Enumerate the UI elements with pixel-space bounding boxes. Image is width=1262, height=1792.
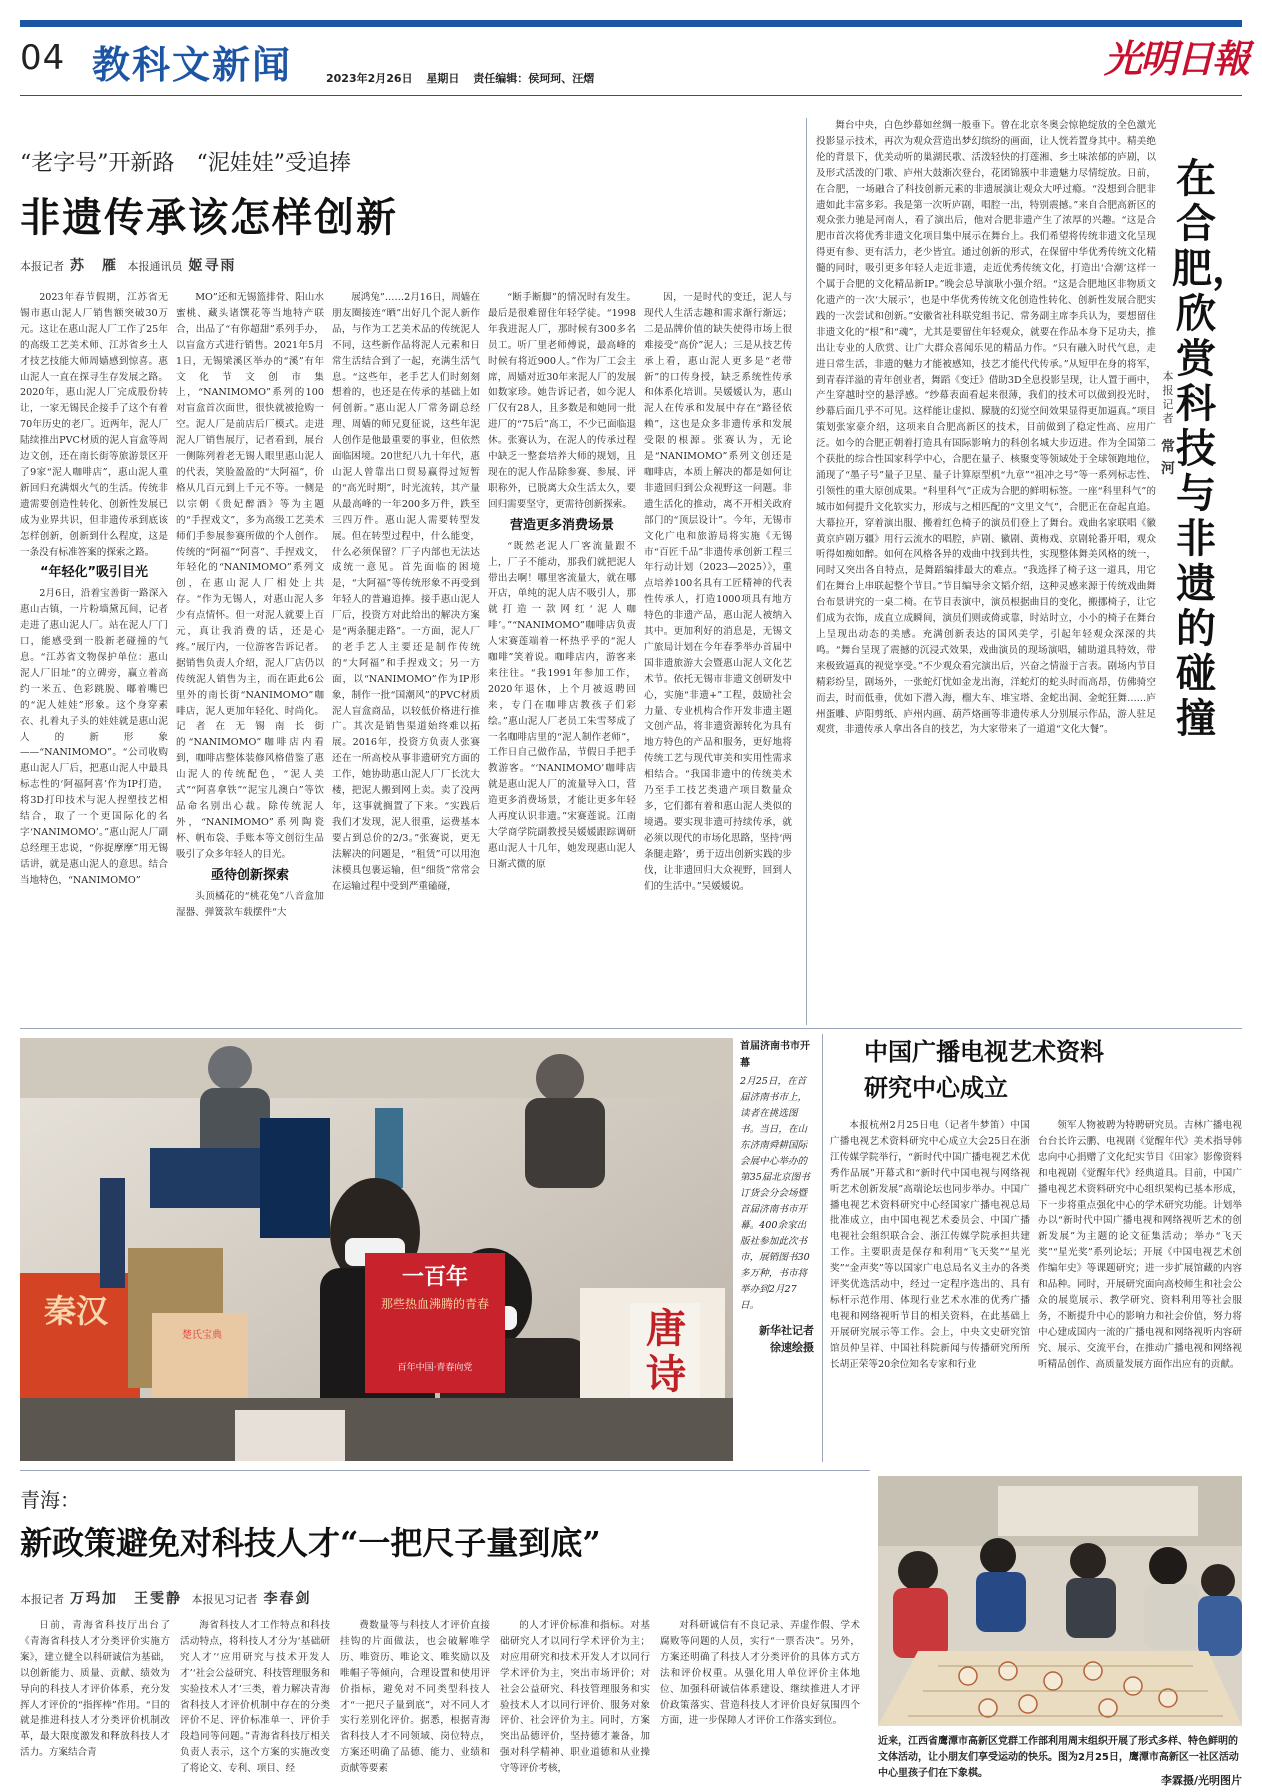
article1-headline: 非遗传承该怎样创新 bbox=[20, 194, 398, 241]
article4-column-5: 对科研诚信有不良记录、弄虚作假、学术腐败等问题的人员，实行“一票否决”。另外，方案还明确了科技人才分类评价的具体方式方法和评价权重。从强化用人单位评价主体地位、加强科研诚信体系建设、继续推进人才评价政策落实、营造科技人才评价良好氛围四个方面，进一步保障人才评价工作落实到位。 bbox=[660, 1620, 860, 1727]
responsible-editors: 责任编辑：侯珂珂、汪熠 bbox=[473, 72, 595, 85]
article4-column-3: 费数量等与科技人才评价直接挂钩的片面做法，也会破解唯学历、唯资历、唯论文、唯奖励以及唯帽子等倾向，合理设置和使用评价指标，避免对不同类型科技人才“一把尺子量到底”，对不同人才实行差别化评价。据悉，根据青海省科技人才不同领域、岗位特点，方案还明确了品德、能力、业绩和贡献等要素 bbox=[340, 1620, 490, 1775]
article1-column-4: “断手断脚”的情况时有发生。最后是很难留住年轻学徒。“1998年我进泥人厂，那时候有300多名员工。听厂里老师傅说，最高峰的时候有将近900人。”作为厂工会主席，周嫱对近30年来泥人厂的发展如数家珍。她告诉记者，如今泥人厂仅有28人，且多数是和她同一批进厂的“75后”高工，不少已面临退休。张赛认为，在泥人的传承过程中缺乏一整套培养大师的规划，且现在的泥人作品除参赛、参展、评职称外，已脱离大众生活太久，要回归需要坚守，更需待创新探索。 营造更多消费场景 “既然老泥人厂客流量跟不上，厂子不能动，那我们就把泥人带出去啊！哪里客流量大，就在哪开店，单纯的泥人店不吸引人，那就打造一款网红‘泥人咖啡’。”“NANIMOMO”咖啡店负责人宋赛莲端着一杯热乎乎的“泥人咖啡”笑着说。咖啡店内，游客来来往往。“我1991年参加工作，2020年退休，上个月被返聘回来，专门在咖啡店教孩子们彩绘。”惠山泥人厂老员工朱雪琴成了一名咖啡店里的“泥人制作老师”，工作日自己做作品，节假日手把手教游客。“‘NANIMOMO’咖啡店就是惠山泥人厂的流量导入口，营造更多消费场景，才能让更多年轻人再度认识非遗。”宋赛莲说。江南大学商学院副教授吴媛媛跟踪调研惠山泥人十几年，她发现惠山泥人日渐式微的原 bbox=[488, 292, 636, 870]
article1-byline: 本报记者 苏 雁 本报通讯员 姬寻雨 bbox=[20, 258, 237, 274]
chess-photo-illustration bbox=[878, 1476, 1242, 1726]
article3-column-2: 领军人物被聘为特聘研究员。吉林广播电视台台长许云鹏、电视剧《觉醒年代》美术指导韩忠向中心捐赠了文化纪实节目《田家》影像资料和电视剧《觉醒年代》经典道具。目前，中国广播电视艺术资料研究中心组织架构已基本形成，下一步将重点强化中心的学术研究功能。计划举办以“新时代中国广播电视和网络视听艺术的创新发展”为主题的论文征集活动；举办“飞天奖”“星光奖”系列论坛；开展《中国电视艺术创作编年史》等课题研究；进一步扩展馆藏的内容和品种。同时，开展研究面向高校师生和社会公众的展览展示、教学研究、资料利用等社会服务，不断提升中心的影响力和社会价值，努力将中心建成国内一流的广播电视和网络视听内容研究、展示、交流平台，在推动广播电视和网络视听精品创作、高质量发展方面作出应有的贡献。 bbox=[1038, 1120, 1242, 1370]
column-divider bbox=[806, 118, 807, 1025]
article1-column-2: MO”还和无锡篮排骨、阳山水蜜桃、藏头诸馔花等当地特产联合，出品了“有你超甜”系列手办，以盲盒方式进行销售。2021年5月1日，无锡梁溪区举办的“溪”有年文化节文创市集上，“NANIMOMO”系列的100对盲盒首次面世，很快就被抢购一空。泥人厂是前店后厂模式。走进泥人厂销售展厅，记者看到，展台一侧陈列着老无锡人眼里惠山泥人的代表，笑脸盈盈的“大阿福”，价格从几百元到上千元不等。一侧是以宗朝《贵妃醉酒》等为主题的“手捏戏文”，多为高级工艺美术师们手参展参赛所做的个人创作。传统的“阿福”“阿喜”、手捏戏文，年轻化的“NANIMOMO”系列文创，在惠山泥人厂相处上共存。“作为无锡人，对惠山泥人多少有点情怀。但一对泥人就要上百元，真让我消费的话，还是心疼。”展厅内，一位游客告诉记者。据销售负责人介绍，泥人厂店仍以传统泥人销售为主，而在距此6公里外的南长街“NANIMOMO”咖啡店，泥人更加年轻化、时尚化。记者在无锡南长街的“NANIMOMO”咖啡店内看到，咖啡店整体装修风格借鉴了惠山泥人的传统配色，“泥人美式”“阿喜拿铁”“泥宝儿澳白”等饮品命名别出心裁。除传统泥人外，“NANIMOMO”系列陶瓷杯、帆布袋、手账本等文创衍生品吸引了众多年轻人的目光。 亟待创新探索 头顶橘花的“桃花兔”八音盒加湿器、弹簧款车载摆件“大 bbox=[176, 292, 324, 918]
book-fair-caption: 首届济南书市开幕 2月25日，在首届济南书市上，读者在挑选图书。当日，在山东济南舜耕国际会展中心举办的第35届北京图书订货会分会场暨首届济南书市开幕。400余家出版社参加此次书市，展销图书30多万种，书市将举办到2月27日。 新华社记者 徐速绘摄 bbox=[740, 1041, 814, 1354]
book-cover-title-3: 楚氏宝典 bbox=[182, 1330, 222, 1341]
top-color-bar bbox=[20, 20, 1242, 27]
issue-date: 2023年2月26日 bbox=[326, 72, 413, 85]
article1-subhead-3: 营造更多消费场景 bbox=[509, 517, 614, 533]
book-cover-title-1: 一百年 bbox=[401, 1265, 468, 1290]
chess-photo bbox=[878, 1476, 1242, 1726]
article4-column-4: 的人才评价标准和指标。对基础研究人才以同行学术评价为主；对应用研究和技术开发人才以同行学术评价为主，突出市场评价；对社会公益研究、科技管理服务和实验技术人才以同行评价、服务对象评价、社会评价为主。同时，方案突出品德评价，坚持德才兼备，加强对科学精神、职业道德和从业操守等评价考核， bbox=[500, 1620, 650, 1775]
article4-kicker: 青海： bbox=[20, 1488, 80, 1512]
book-cover-subtitle-1: 那些热血沸腾的青春 bbox=[380, 1297, 489, 1311]
article2-vertical-headline: 在合肥，欣赏科技与非遗的碰撞 bbox=[1172, 155, 1252, 742]
header-rule bbox=[20, 95, 1242, 96]
article2-byline: 本报记者 常河 bbox=[1161, 370, 1175, 477]
article4-byline: 本报记者 万玛加 王雯静 本报见习记者 李春剑 bbox=[20, 1591, 312, 1607]
article4-column-1: 日前，青海省科技厅出台了《青海省科技人才分类评价实施方案》，建立健全以科研诚信为基础，以创新能力、质量、贡献、绩效为导向的科技人才评价体系，充分发挥人才评价的“指挥棒”作用。“目的就是推进科技人才分类评价机制改革，最大限度激发和释放科技人才活力。方案结合青 bbox=[20, 1620, 170, 1759]
article4-headline: 新政策避免对科技人才“一把尺子量到底” bbox=[20, 1524, 601, 1562]
book-cover-tagline-1: 百年中国·青春向党 bbox=[397, 1363, 473, 1373]
article1-column-5: 因，一是时代的变迁，泥人与现代人生活志趣和需求渐行渐远；二是品牌价值的缺失使得市场上很难接受“高价”泥人；三是从技艺传承上看，惠山泥人更多是“老带新”的口传身授，缺乏系统性传承和体系化培训。吴媛媛认为，惠山泥人在传承和发展中存在“路径依赖”，这也是众多非遗传承和发展受限的根源。张赛认为，无论是“NANIMOMO”系列文创还是咖啡店，本质上解决的都是如何让非遗回归到公众视野这一问题。非遗生活化的推动，离不开相关政府部门的“顶层设计”。今年，无锡市文化广电和旅游局将实施《无锡市“百匠千品”非遗传承创新工程三年行动计划（2023—2025）》，重点培养100名具有工匠精神的代表性传承人，打造1000项具有地方特色的非遗产品，惠山泥人被纳入其中。更加利好的消息是，无锡文广旅局计划在今年春季举办首届中国非遗旅游大会暨惠山泥人文化艺术节。依托无锡市非遗文创研发中心，实施“非遗+”工程，鼓励社会力量、专业机构合作开发非遗主题文创产品，将非遗资源转化为具有地方特色的产品和服务，更好地将传统工艺与现代审美和实用性需求相结合。“我国非遗中的传统美术乃至手工技艺类遗产项目数量众多，它们都有着和惠山泥人类似的境遇。要实现非遗可持续传承，就必须以现代的市场化思路，坚持‘两条腿走路’，勇于迈出创新实践的步伐，让非遗回归大众视野，回到人们的生活中。”吴媛媛说。 bbox=[644, 292, 792, 892]
article1-subhead-1: “年轻化”吸引目光 bbox=[39, 565, 149, 581]
article1-column-3: 展鸿兔”……2月16日，周嫱在朋友圈接连“晒”出好几个泥人新作品，与作为工艺美术品的传统泥人不同，这些新作品将泥人元素和日常生活结合到了一起，充满生活气息。“这些年，老手艺人们时刻刻想着的，也还是在传承的基础上如何创新。”惠山泥人厂常务副总经理、周嫱的师兄夏征说，这些年泥人创作是他最重要的事业，但依然面临困境。20世纪八九十年代，惠山泥人曾靠出口贸易赢得过短暂的“高光时期”，时光流转，其产量从最高峰的一年200多万件，跌至三四万件。惠山泥人需要转型发展。但在转型过程中，什么能变，什么必须保留？厂子内部也无法达成统一意见。首先面临的困境是，“大阿福”等传统形象不再受到年轻人的普遍追捧。接手惠山泥人厂后，投资方对此给出的解决方案是“两条腿走路”。一方面，泥人厂的老手艺人主要还是制作传统的“大阿福”和手捏戏文；另一方面，以“NANIMOMO”作为IP形象，制作一批“国潮风”的PVC材质泥人盲盒商品，以较低价格进行推广。其次是销售渠道始终难以拓展。2016年，投资方负责人张赛还在一所高校从事非遗研究方面的工作，她协助惠山泥人厂厂长沈大楼，把泥人搬到网上卖。卖了没两年，这事就搁置了下来。“实践后我们才发现，泥人很重，运费基本要占到总价的2/3。”张赛说，更无法解决的问题是，“租赁”可以用泡沫模具包裹运输，但“细货”常常会在运输过程中受到严重磕碰， bbox=[332, 292, 480, 892]
article3-column-1: 本报杭州2月25日电（记者牛梦笛）中国广播电视艺术资料研究中心成立大会25日在浙江传媒学院举行，“新时代中国广播电视艺术优秀作品展”开幕式和“新时代中国电视与网络视听艺术创新发展”高端论坛也同步举办。中国广播电视艺术资料研究中心经国家广播电视总局批准成立，由中国电视艺术委员会、中国广播电视社会组织联合会、浙江传媒学院承担共建工作。主要职责是保存和利用“飞天奖”“星光奖”“金声奖”等以国家广电总局名义主办的各类评奖优选活动中，经过一定程序选出的、具有标杆示范作用、体现行业艺术水准的优秀广播电视和网络视听节目的相关资料，在此基础上开展研究展示等工作。会上，中央文史研究馆馆员仲呈祥、中国社科院新闻与传播研究所所长胡正荣等20余位知名专家和行业 bbox=[830, 1120, 1030, 1370]
section-rule bbox=[20, 1028, 1242, 1029]
page-number: 04 bbox=[20, 38, 66, 78]
book-fair-photo bbox=[20, 1038, 733, 1461]
chess-photo-credit: 李霖摄/光明图片 bbox=[1160, 1774, 1242, 1787]
section-title: 教科文新闻 bbox=[92, 43, 293, 87]
section-rule-2 bbox=[20, 1470, 870, 1471]
article1-subhead-2: 亟待创新探索 bbox=[210, 867, 289, 883]
article3-headline-line2: 研究中心成立 bbox=[864, 1073, 1008, 1102]
article3-headline-line1: 中国广播电视艺术资料 bbox=[864, 1037, 1104, 1066]
article2-body: 舞台中央，白色纱幕如丝绸一般垂下。曾在北京冬奥会惊艳绽放的全色激光投影显示技术，再次为观众营造出梦幻缤纷的画面，让人恍若置身其中。精美绝伦的背景下，优美动听的巢湖民歌、活泼轻快的打莲湘、乡土味浓郁的庐剧，以及形式活泼的门歌、庐州大鼓渐次登台，花团锦簇中非遗魅力尽情绽放。日前，在合肥，一场融合了科技创新元素的非遗展演让观众大呼过瘾。“没想到合肥非遗如此丰富多彩。我是第一次听庐剧，唱腔一出，特别震撼。”来自合肥高新区的观众张力驰是河南人，看了演出后，他对合肥非遗产生了浓厚的兴趣。“这是合肥市首次将优秀非遗文化项目集中展示在舞台上。我们希望将传统非遗文化呈现得更有参、更有活力，老少皆宜。通过创新的形式，在保留中华优秀传统文化精髓的同时，吸引更多年轻人走近非遗，走近优秀传统文化，打造出‘合潮’这样一个属于合肥的文化精品新IP。”晚会总导演耿小强介绍。“这是合肥地区非物质文化遗产的一次‘大展示’，也是中华优秀传统文化创造性转化、创新性发展合肥实践的一次尝试和创新。”安徽省社科联党组书记、常务副主席李兵认为，要想留住非遗文化的“根”和“魂”，尤其是要留住年轻观众，就要在作品本身下足功夫，推出让专业的人欣赏、让广大群众喜闻乐见的精品力作。“只有融入时代气息，走进日常生活，非遗的魅力才能被感知，技艺才能代代传承。”从短甲在身的将军，到青春洋溢的青年创业者，舞蹈《变迁》借助3D全息投影呈现，让人置于画中，产生穿越时空的悬浮感。“纱幕表面看起来很薄，我们的技术可以做到投光时，纱幕后面几乎不可见。这样能让虚拟、朦胧的幻觉空间效果显得更加逼真。”项目策划张家豪介绍，这项来自合肥高新区的技术，目前做到了稳定性高、应用广泛。如今的合肥正朝着打造具有国际影响力的科创名城大步迈进。作为全国第二个获批的综合性国家科学中心，合肥在量子、核聚变等领域处于全球领跑地位，涌现了“墨子号”量子卫星、量子计算原型机“九章”“祖冲之号”等一系列标志性、引领性的重大原创成果。“科里科气”正成为合肥的鲜明标签。一座“科里科气”的城市如何提升文化软实力，形成与之相匹配的“文里文气”，合肥正在奋起直追。大幕拉开，穿着演出服、搬着红色椅子的演员们登上了舞台。戏曲名家联唱《徽黄京庐剧万疆》用行云流水的唱腔，庐剧、徽剧、黄梅戏、京剧轮番开唱，观众听得如痴如醉。如何在风格各异的戏曲中找到共性，实现整体舞美风格的统一，同时又突出各自特点，是舞蹈编排最大的难点。“我选择了椅子这一道具，用它们在舞台上串联起整个节目。”节目编导余文韬介绍，这种灵感来源于传统戏曲舞台布景讲究的一桌二椅。在节目表演中，演员根据曲目的变化，搬挪椅子，让它们成为衣饰，成直立成瞬间，演员们则或倚或靠，时站时立，小小的椅子在舞台上呈现出动态的美感。充满创新表达的国风美学，引起年轻观众深深的共鸣。“舞台呈现了震撼的沉浸式效果，戏曲演员的现场演唱，辅助道具特效，带来极致逼真的视觉享受。”不少观众看完演出后，兴奋之情溢于言表。剧场内节目精彩纷呈，剧场外，一张蛇灯忧如金龙出海，洋蛇灯的蛇头时而高昂，仿佛骑空而去，时而低垂，优如下潜入海，榴大车、堆宝塔、金蛇出洞、金蛇狂舞……庐州蛋雕、庐阳剪纸、庐州内画、葫芦烙画等非遗传承人分别展示作品，游人驻足观赏，非遗传承人拿出各自的技艺，为大家带来了一道道“文化大餐”。 bbox=[816, 120, 1156, 736]
dateline bbox=[326, 70, 604, 86]
book-cover-title-4: 秦汉 bbox=[43, 1292, 108, 1330]
issue-weekday: 星期日 bbox=[426, 72, 460, 85]
newspaper-masthead: 光明日報 bbox=[1104, 36, 1249, 81]
book-cover-title-2: 唐诗 bbox=[646, 1305, 686, 1398]
book-fair-photo-illustration bbox=[20, 1038, 733, 1461]
chess-photo-caption: 近来，江西省鹰潭市高新区党群工作部利用周末组织开展了形式多样、特色鲜明的文体活动，让小朋友们享受运动的快乐。图为2月25日，鹰潭市高新区一社区活动中心里孩子们在下象棋。 bbox=[878, 1736, 1239, 1779]
article4-column-2: 海省科技人才工作特点和科技活动特点，将科技人才分为‘基础研究人才’‘应用研究与技术开发人才’‘社会公益研究、科技管理服务和实验技术人才’三类，着力解决青海省科技人才评价机制中存在的分类评价不足、评价标准单一、评价手段趋同等问题。”青海省科技厅相关负责人表示，这个方案的实施改变了将论文、专利、项目、经 bbox=[180, 1620, 330, 1775]
article1-kicker: “老字号”开新路 “泥娃娃”受追捧 bbox=[20, 151, 351, 176]
column-divider-2 bbox=[822, 1034, 823, 1462]
article1-column-1: 2023年春节假期，江苏省无锡市惠山泥人厂销售额突破30万元。这让在惠山泥人厂工作了25年的高级工艺美术师、江苏省乡土人才技艺技能大师周嫱感到惊喜。惠山泥人一直在探寻生存发展之路。2020年，惠山泥人厂完成股份转让，一家无锡民企接手了这个有着70年历史的老厂。近两年，泥人厂陆续推出PVC材质的泥人盲盒等周边文创，还在南长街等旅游景区开了9家“泥人咖啡店”，惠山泥人重新回归充满烟火气的生活。传统非遗需要创造性转化、创新性发展已成为业界共识，但非遗传承到底该怎样创新，创新到什么程度，这是一条没有标准答案的探索之路。 “年轻化”吸引目光 2月6日，沿着宝善街一路深入惠山古镇，一片粉墙黛瓦间，记者走进了惠山泥人厂。站在泥人厂门口，能感受到一股新老碰撞的气息。“江苏省文物保护单位：惠山泥人厂旧址”的立碑旁，赢立着高约一米五、色彩跳脱、嘟着嘴巴的“泥人娃娃”形象。这个身穿素衣、扎着丸子头的娃娃就是惠山泥人的新形象——“NANIMOMO”。“公司收购惠山泥人厂后，把惠山泥人中最具标志性的‘阿福阿喜’作为IP打造，将3D打印技术与泥人捏塑技艺相结合，取了一个更国际化的名字‘NANIMOMO’。”惠山泥人厂副总经理王忠说，“你捉摩摩”用无锡话讲，就是惠山泥人的意思。结合当地特色，“NANIMOMO” bbox=[20, 292, 168, 886]
